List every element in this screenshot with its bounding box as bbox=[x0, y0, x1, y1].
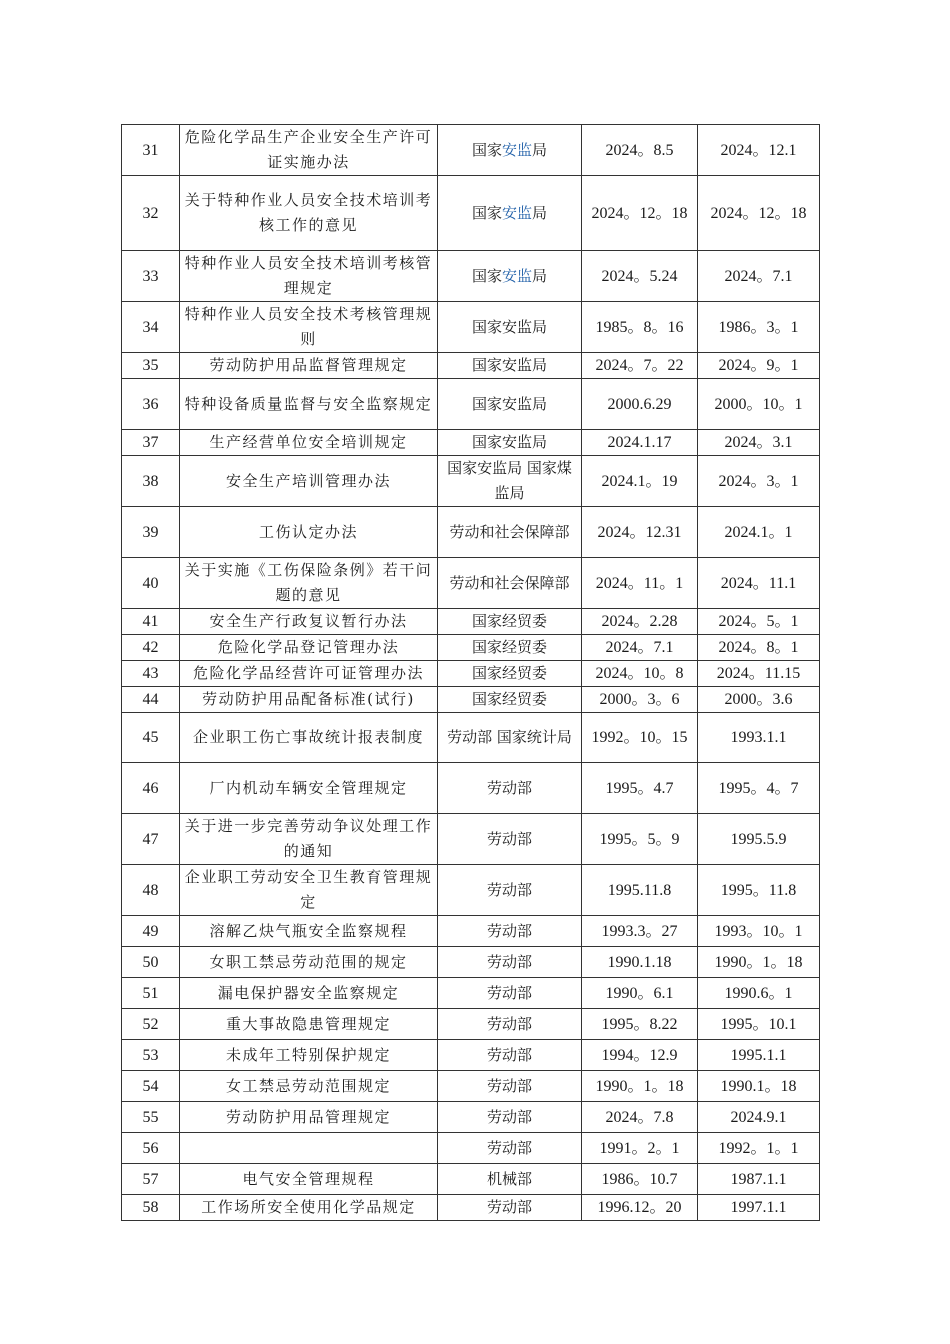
issuer-part: 安监 bbox=[501, 203, 532, 222]
regulation-name: 特种作业人员安全技术考核管理规则 bbox=[180, 302, 438, 353]
issuing-authority: 国家经贸委 bbox=[438, 609, 582, 635]
effective-date: 1993.1.1 bbox=[698, 713, 820, 763]
issuer-part: 国家 bbox=[471, 266, 502, 285]
effective-date: 1995.1.1 bbox=[698, 1040, 820, 1071]
table-row bbox=[122, 947, 820, 978]
table-row bbox=[122, 865, 820, 916]
issuing-authority: 劳动部 bbox=[438, 1071, 582, 1102]
effective-date: 1986。3。1 bbox=[698, 302, 820, 353]
row-number: 56 bbox=[122, 1133, 180, 1164]
table-row bbox=[122, 125, 820, 176]
effective-date: 2024.9.1 bbox=[698, 1102, 820, 1133]
issuing-authority: 劳动和社会保障部 bbox=[438, 558, 582, 609]
issue-date: 2024。10。8 bbox=[582, 661, 698, 687]
issue-date: 1986。10.7 bbox=[582, 1164, 698, 1195]
issuing-authority: 国家安监局 bbox=[438, 379, 582, 430]
effective-date: 2000。3.6 bbox=[698, 687, 820, 713]
regulation-name: 漏电保护器安全监察规定 bbox=[180, 978, 438, 1009]
regulation-name: 特种作业人员安全技术培训考核管理规定 bbox=[180, 251, 438, 302]
issuer-part: 国家 bbox=[471, 140, 502, 159]
effective-date: 2024。7.1 bbox=[698, 251, 820, 302]
issuer-part: 局 bbox=[532, 140, 548, 159]
regulation-name: 工伤认定办法 bbox=[180, 507, 438, 558]
regulation-name bbox=[180, 1133, 438, 1164]
table-row bbox=[122, 635, 820, 661]
issue-date: 1991。2。1 bbox=[582, 1133, 698, 1164]
row-number: 54 bbox=[122, 1071, 180, 1102]
row-number: 45 bbox=[122, 713, 180, 763]
issuing-authority: 机械部 bbox=[438, 1164, 582, 1195]
effective-date: 2024。9。1 bbox=[698, 353, 820, 379]
regulation-name: 厂内机动车辆安全管理规定 bbox=[180, 763, 438, 814]
issuing-authority: 国家经贸委 bbox=[438, 635, 582, 661]
regulation-name: 劳动防护用品配备标准(试行) bbox=[180, 687, 438, 713]
table-row bbox=[122, 1040, 820, 1071]
regulation-name: 溶解乙炔气瓶安全监察规程 bbox=[180, 916, 438, 947]
table-row bbox=[122, 814, 820, 865]
effective-date: 2024。12。18 bbox=[698, 176, 820, 251]
issue-date: 1995。5。9 bbox=[582, 814, 698, 865]
regulation-name: 关于进一步完善劳动争议处理工作的通知 bbox=[180, 814, 438, 865]
effective-date: 1997.1.1 bbox=[698, 1195, 820, 1221]
table-row bbox=[122, 353, 820, 379]
issue-date: 2024。5.24 bbox=[582, 251, 698, 302]
issue-date: 1993.3。27 bbox=[582, 916, 698, 947]
row-number: 47 bbox=[122, 814, 180, 865]
effective-date: 2024。3。1 bbox=[698, 456, 820, 507]
effective-date: 1990.6。1 bbox=[698, 978, 820, 1009]
row-number: 40 bbox=[122, 558, 180, 609]
row-number: 44 bbox=[122, 687, 180, 713]
issuing-authority bbox=[438, 176, 582, 251]
effective-date: 1993。10。1 bbox=[698, 916, 820, 947]
table-row bbox=[122, 176, 820, 251]
issuing-authority: 劳动部 bbox=[438, 1102, 582, 1133]
row-number: 48 bbox=[122, 865, 180, 916]
row-number: 46 bbox=[122, 763, 180, 814]
issuer-part: 局 bbox=[532, 203, 548, 222]
row-number: 50 bbox=[122, 947, 180, 978]
issuing-authority: 国家安监局 bbox=[438, 353, 582, 379]
regulation-name: 企业职工伤亡事故统计报表制度 bbox=[180, 713, 438, 763]
regulation-name: 关于特种作业人员安全技术培训考核工作的意见 bbox=[180, 176, 438, 251]
regulation-name: 特种设备质量监督与安全监察规定 bbox=[180, 379, 438, 430]
regulation-name: 安全生产行政复议暂行办法 bbox=[180, 609, 438, 635]
issuing-authority: 国家安监局 bbox=[438, 302, 582, 353]
regulation-name: 女工禁忌劳动范围规定 bbox=[180, 1071, 438, 1102]
row-number: 36 bbox=[122, 379, 180, 430]
issue-date: 2024.1.17 bbox=[582, 430, 698, 456]
regulation-name: 未成年工特别保护规定 bbox=[180, 1040, 438, 1071]
issue-date: 1985。8。16 bbox=[582, 302, 698, 353]
issuing-authority: 劳动和社会保障部 bbox=[438, 507, 582, 558]
issue-date: 2024。7.8 bbox=[582, 1102, 698, 1133]
effective-date: 2000。10。1 bbox=[698, 379, 820, 430]
effective-date: 1992。1。1 bbox=[698, 1133, 820, 1164]
regulation-name: 危险化学品生产企业安全生产许可证实施办法 bbox=[180, 125, 438, 176]
table-row bbox=[122, 1195, 820, 1221]
row-number: 53 bbox=[122, 1040, 180, 1071]
table-row bbox=[122, 1133, 820, 1164]
effective-date: 1995。11.8 bbox=[698, 865, 820, 916]
issuing-authority: 劳动部 bbox=[438, 1040, 582, 1071]
regulation-name: 劳动防护用品监督管理规定 bbox=[180, 353, 438, 379]
table-row bbox=[122, 1009, 820, 1040]
issue-date: 1995。8.22 bbox=[582, 1009, 698, 1040]
table-row bbox=[122, 916, 820, 947]
row-number: 49 bbox=[122, 916, 180, 947]
row-number: 38 bbox=[122, 456, 180, 507]
row-number: 31 bbox=[122, 125, 180, 176]
issuing-authority: 劳动部 bbox=[438, 865, 582, 916]
issue-date: 2024。2.28 bbox=[582, 609, 698, 635]
issue-date: 2000。3。6 bbox=[582, 687, 698, 713]
effective-date: 1987.1.1 bbox=[698, 1164, 820, 1195]
row-number: 34 bbox=[122, 302, 180, 353]
issuing-authority: 国家经贸委 bbox=[438, 687, 582, 713]
issuing-authority: 劳动部 bbox=[438, 978, 582, 1009]
issuer-part: 安监 bbox=[501, 266, 532, 285]
row-number: 51 bbox=[122, 978, 180, 1009]
table-row bbox=[122, 302, 820, 353]
effective-date: 2024。11.15 bbox=[698, 661, 820, 687]
regulations-table bbox=[121, 124, 820, 1221]
table-row bbox=[122, 609, 820, 635]
issue-date: 1996.12。20 bbox=[582, 1195, 698, 1221]
effective-date: 2024。5。1 bbox=[698, 609, 820, 635]
effective-date: 2024。8。1 bbox=[698, 635, 820, 661]
regulation-name: 重大事故隐患管理规定 bbox=[180, 1009, 438, 1040]
issue-date: 1995。4.7 bbox=[582, 763, 698, 814]
row-number: 39 bbox=[122, 507, 180, 558]
row-number: 42 bbox=[122, 635, 180, 661]
issuing-authority: 国家安监局 国家煤监局 bbox=[438, 456, 582, 507]
table-row bbox=[122, 687, 820, 713]
issue-date: 2024。8.5 bbox=[582, 125, 698, 176]
row-number: 57 bbox=[122, 1164, 180, 1195]
issuing-authority: 劳动部 bbox=[438, 1133, 582, 1164]
issuing-authority: 劳动部 bbox=[438, 1009, 582, 1040]
issuing-authority: 劳动部 bbox=[438, 763, 582, 814]
regulation-name: 关于实施《工伤保险条例》若干问题的意见 bbox=[180, 558, 438, 609]
issue-date: 2024。7。22 bbox=[582, 353, 698, 379]
row-number: 35 bbox=[122, 353, 180, 379]
table-row bbox=[122, 558, 820, 609]
table-row bbox=[122, 713, 820, 763]
table-row bbox=[122, 430, 820, 456]
issue-date: 1990。6.1 bbox=[582, 978, 698, 1009]
row-number: 43 bbox=[122, 661, 180, 687]
issuing-authority: 劳动部 bbox=[438, 1195, 582, 1221]
effective-date: 2024。11.1 bbox=[698, 558, 820, 609]
row-number: 33 bbox=[122, 251, 180, 302]
effective-date: 1995。4。7 bbox=[698, 763, 820, 814]
issue-date: 2024.1。19 bbox=[582, 456, 698, 507]
regulations-table-body bbox=[122, 125, 820, 1221]
regulation-name: 企业职工劳动安全卫生教育管理规定 bbox=[180, 865, 438, 916]
row-number: 58 bbox=[122, 1195, 180, 1221]
regulation-name: 工作场所安全使用化学品规定 bbox=[180, 1195, 438, 1221]
issue-date: 1992。10。15 bbox=[582, 713, 698, 763]
issuing-authority: 劳动部 bbox=[438, 814, 582, 865]
regulation-name: 危险化学品登记管理办法 bbox=[180, 635, 438, 661]
regulation-name: 生产经营单位安全培训规定 bbox=[180, 430, 438, 456]
issuing-authority: 劳动部 bbox=[438, 947, 582, 978]
table-row bbox=[122, 661, 820, 687]
issuing-authority bbox=[438, 251, 582, 302]
issuer-part: 国家 bbox=[471, 203, 502, 222]
issue-date: 2024。12.31 bbox=[582, 507, 698, 558]
regulation-name: 安全生产培训管理办法 bbox=[180, 456, 438, 507]
issue-date: 2024。12。18 bbox=[582, 176, 698, 251]
issuing-authority: 国家经贸委 bbox=[438, 661, 582, 687]
issue-date: 2024。7.1 bbox=[582, 635, 698, 661]
table-row bbox=[122, 379, 820, 430]
row-number: 32 bbox=[122, 176, 180, 251]
issue-date: 1995.11.8 bbox=[582, 865, 698, 916]
table-row bbox=[122, 507, 820, 558]
issue-date: 2024。11。1 bbox=[582, 558, 698, 609]
issue-date: 1990.1.18 bbox=[582, 947, 698, 978]
effective-date: 2024。12.1 bbox=[698, 125, 820, 176]
regulation-name: 女职工禁忌劳动范围的规定 bbox=[180, 947, 438, 978]
issue-date: 1990。1。18 bbox=[582, 1071, 698, 1102]
row-number: 37 bbox=[122, 430, 180, 456]
table-row bbox=[122, 1071, 820, 1102]
issuer-part: 局 bbox=[532, 266, 548, 285]
issue-date: 2000.6.29 bbox=[582, 379, 698, 430]
issuing-authority bbox=[438, 125, 582, 176]
row-number: 55 bbox=[122, 1102, 180, 1133]
row-number: 52 bbox=[122, 1009, 180, 1040]
table-row bbox=[122, 978, 820, 1009]
effective-date: 2024.1。1 bbox=[698, 507, 820, 558]
issuer-part: 安监 bbox=[501, 140, 532, 159]
regulation-name: 电气安全管理规程 bbox=[180, 1164, 438, 1195]
issue-date: 1994。12.9 bbox=[582, 1040, 698, 1071]
table-row bbox=[122, 251, 820, 302]
effective-date: 1990。1。18 bbox=[698, 947, 820, 978]
effective-date: 1995.5.9 bbox=[698, 814, 820, 865]
table-row bbox=[122, 456, 820, 507]
effective-date: 1990.1。18 bbox=[698, 1071, 820, 1102]
regulation-name: 危险化学品经营许可证管理办法 bbox=[180, 661, 438, 687]
effective-date: 2024。3.1 bbox=[698, 430, 820, 456]
issuing-authority: 劳动部 bbox=[438, 916, 582, 947]
effective-date: 1995。10.1 bbox=[698, 1009, 820, 1040]
table-row bbox=[122, 763, 820, 814]
issuing-authority: 国家安监局 bbox=[438, 430, 582, 456]
table-row bbox=[122, 1102, 820, 1133]
row-number: 41 bbox=[122, 609, 180, 635]
issuing-authority: 劳动部 国家统计局 bbox=[438, 713, 582, 763]
table-row bbox=[122, 1164, 820, 1195]
regulation-name: 劳动防护用品管理规定 bbox=[180, 1102, 438, 1133]
